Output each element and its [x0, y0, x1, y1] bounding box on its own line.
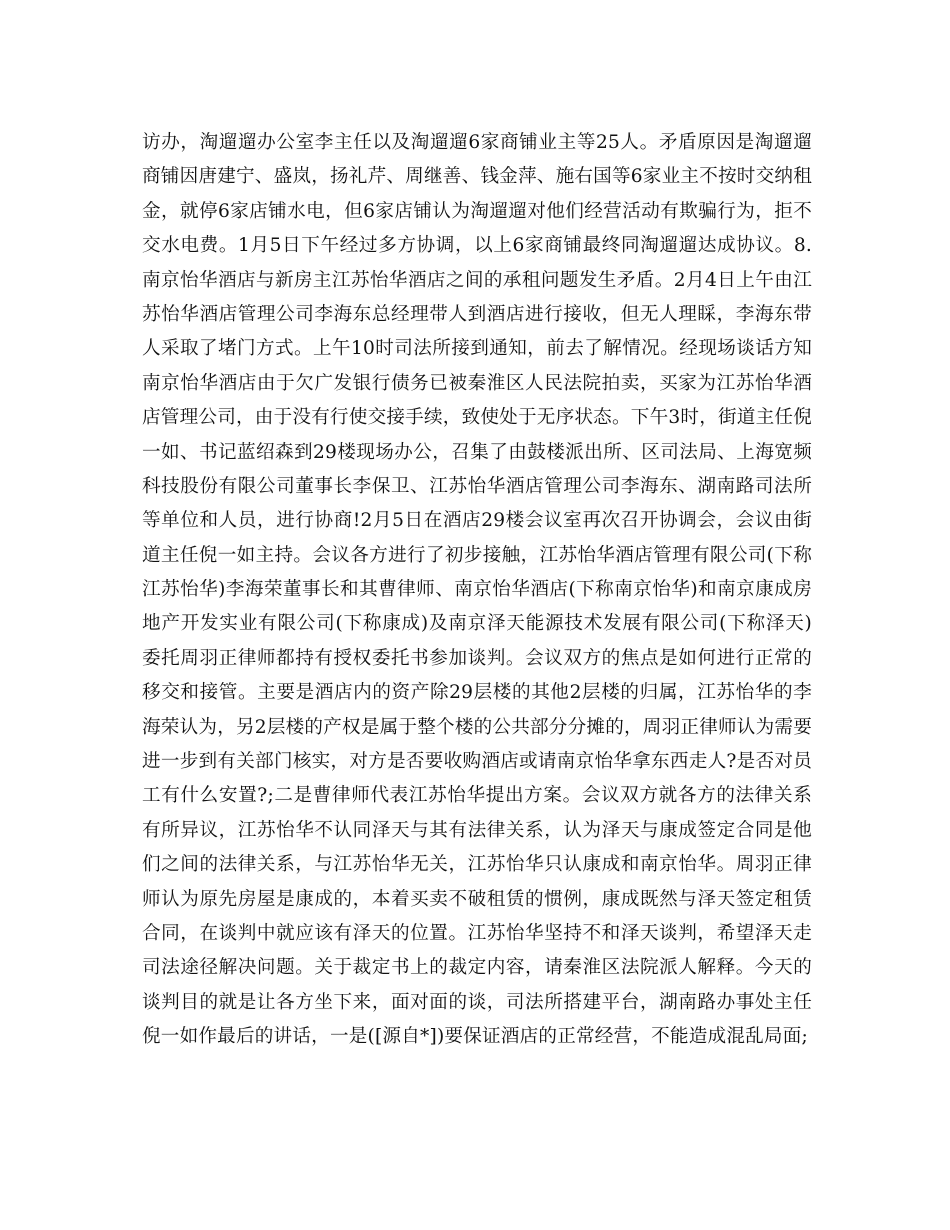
text-line-1: 访办，淘遛遛办公室李主任以及淘遛遛6家商铺业主等25人。矛盾原因是淘遛遛 [142, 132, 812, 153]
text-line-10: 一如、书记蓝绍森到29楼现场办公，召集了由鼓楼派出所、区司法局、上海宽频 [142, 441, 812, 463]
text-line-11: 科技股份有限公司董事长李保卫、江苏怡华酒店管理公司李海东、湖南路司法所 [142, 475, 812, 497]
text-line-8: 南京怡华酒店由于欠广发银行债务已被秦淮区人民法院拍卖，买家为江苏怡华酒 [142, 372, 812, 394]
text-line-26: 谈判目的就是让各方坐下来，面对面的谈，司法所搭建平台，湖南路办事处主任 [142, 991, 812, 1013]
text-line-14: 江苏怡华)李海荣董事长和其曹律师、南京怡华酒店(下称南京怡华)和南京康成房 [142, 579, 812, 601]
text-line-25: 司法途径解决问题。关于裁定书上的裁定内容，请秦淮区法院派人解释。今天的 [142, 957, 812, 979]
text-line-18: 海荣认为，另2层楼的产权是属于整个楼的公共部分分摊的，周羽正律师认为需要 [142, 716, 812, 738]
text-line-23: 师认为原先房屋是康成的，本着买卖不破租赁的惯例，康成既然与泽天签定租赁 [142, 888, 812, 910]
text-line-6: 苏怡华酒店管理公司李海东总经理带人到酒店进行接收，但无人理睬，李海东带 [142, 303, 812, 325]
text-line-2: 商铺因唐建宁、盛岚，扬礼芹、周继善、钱金萍、施右国等6家业主不按时交纳租 [142, 166, 812, 188]
text-line-24: 合同，在谈判中就应该有泽天的位置。江苏怡华坚持不和泽天谈判，希望泽天走 [142, 922, 812, 944]
text-line-12: 等单位和人员，进行协商!2月5日在酒店29楼会议室再次召开协调会，会议由街 [142, 510, 812, 532]
text-line-20: 工有什么安置?;二是曹律师代表江苏怡华提出方案。会议双方就各方的法律关系 [142, 785, 812, 807]
text-line-3: 金，就停6家店铺水电，但6家店铺认为淘遛遛对他们经营活动有欺骗行为，拒不 [142, 200, 812, 222]
text-line-19: 进一步到有关部门核实，对方是否要收购酒店或请南京怡华拿东西走人?是否对员 [142, 751, 812, 773]
body-paragraph [142, 126, 812, 1055]
text-line-17: 移交和接管。主要是酒店内的资产除29层楼的其他2层楼的归属，江苏怡华的李 [142, 682, 812, 704]
text-line-7: 人采取了堵门方式。上午10时司法所接到通知，前去了解情况。经现场谈话方知 [142, 338, 812, 360]
text-line-15: 地产开发实业有限公司(下称康成)及南京泽天能源技术发展有限公司(下称泽天) [142, 613, 812, 635]
text-line-16: 委托周羽正律师都持有授权委托书参加谈判。会议双方的焦点是如何进行正常的 [142, 647, 812, 669]
text-line-9: 店管理公司，由于没有行使交接手续，致使处于无序状态。下午3时，街道主任倪 [142, 407, 812, 429]
text-line-4: 交水电费。1月5日下午经过多方协调，以上6家商铺最终同淘遛遛达成协议。8. [142, 235, 812, 257]
text-line-21: 有所异议，江苏怡华不认同泽天与其有法律关系，认为泽天与康成签定合同是他 [142, 819, 812, 841]
text-line-5: 南京怡华酒店与新房主江苏怡华酒店之间的承租问题发生矛盾。2月4日上午由江 [142, 269, 812, 291]
text-line-27: 倪一如作最后的讲话，一是([源自*])要保证酒店的正常经营，不能造成混乱局面; [142, 1026, 808, 1048]
text-line-22: 们之间的法律关系，与江苏怡华无关，江苏怡华只认康成和南京怡华。周羽正律 [142, 854, 812, 876]
text-line-13: 道主任倪一如主持。会议各方进行了初步接触，江苏怡华酒店管理有限公司(下称 [142, 544, 812, 566]
